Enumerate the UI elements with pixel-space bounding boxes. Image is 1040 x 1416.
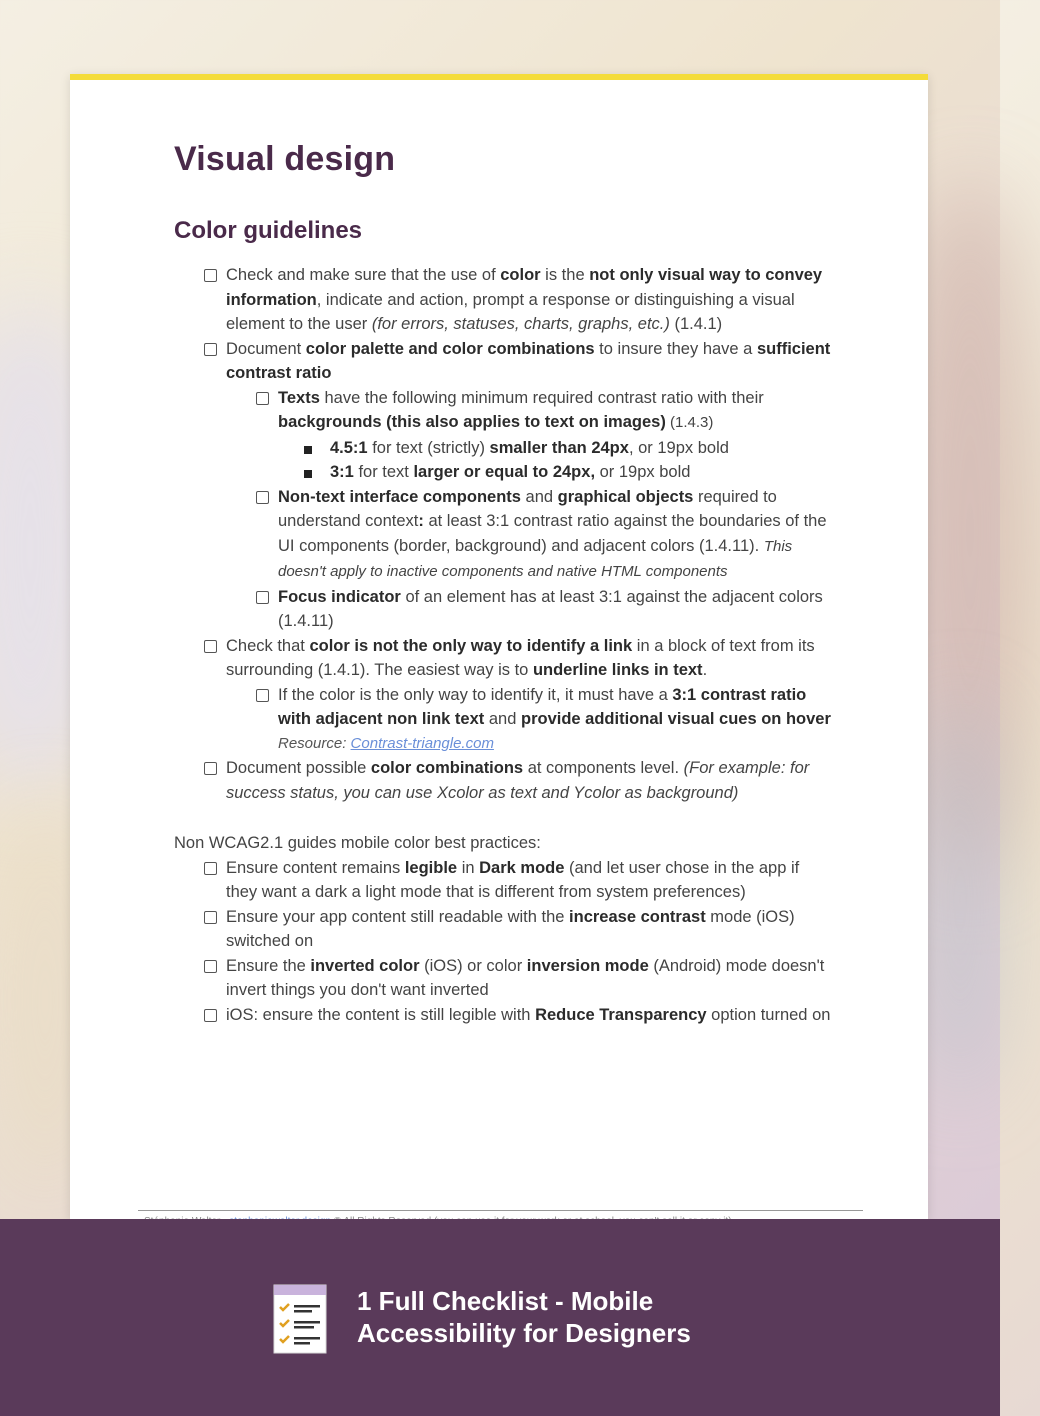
resource-note: Resource: Contrast-triangle.com	[278, 734, 494, 752]
list-item: iOS: ensure the content is still legible with Reduce Transparency option turned on	[204, 1003, 834, 1028]
checklist-icon	[272, 1281, 328, 1355]
list-item: Ensure the inverted color (iOS) or color inversion mode (Android) mode doesn't invert things you don't want inverted	[204, 954, 834, 1003]
list-item: Ensure your app content still readable with the increase contrast mode (iOS) switched on	[204, 905, 834, 954]
checkbox[interactable]	[204, 269, 217, 282]
bottom-banner	[0, 1219, 1000, 1416]
checkbox[interactable]	[204, 960, 217, 973]
list-item: Check that color is not the only way to identify a link in a block of text from its surrounding (1.4.1). The easiest way is to underline links in text.	[204, 634, 834, 683]
checkbox[interactable]	[204, 762, 217, 775]
list-item: Check and make sure that the use of color is the not only visual way to convey information, indicate and action, prompt a response or distinguishing a visual element to the user (for errors, statuses, charts, graphs, etc.) (1.4.1)	[204, 263, 834, 337]
list-item: Document color palette and color combinations to insure they have a sufficient contrast ratio	[204, 337, 834, 386]
list-item: Focus indicator of an element has at least 3:1 against the adjacent colors (1.4.11)	[256, 585, 834, 634]
list-item: If the color is the only way to identify it, it must have a 3:1 contrast ratio with adjacent non link text and provide additional visual cues on hover Resource: Contrast-triangle.com	[256, 683, 834, 757]
list-item: 4.5:1 for text (strictly) smaller than 24px, or 19px bold	[304, 436, 834, 461]
square-bullet-icon	[304, 446, 312, 454]
banner-title: 1 Full Checklist - Mobile Accessibility for Designers	[357, 1286, 691, 1348]
checkbox[interactable]	[204, 911, 217, 924]
resource-link[interactable]: Contrast-triangle.com	[350, 734, 494, 752]
paragraph: Non WCAG2.1 guides mobile color best practices:	[174, 834, 541, 852]
list-item: 3:1 for text larger or equal to 24px, or 19px bold	[304, 460, 834, 485]
section-title: Color guidelines	[174, 217, 363, 244]
page-title: Visual design	[174, 140, 396, 178]
checkbox[interactable]	[256, 392, 269, 405]
checkbox[interactable]	[256, 491, 269, 504]
list-item: Non-text interface components and graphical objects required to understand context: at least 3:1 contrast ratio against the boundaries of the UI components (border, background) and adjacent colors (1.4.11). This doesn't apply to inactive components and native HTML components	[256, 485, 834, 585]
checkbox[interactable]	[204, 640, 217, 653]
document-page	[70, 74, 928, 1219]
checklist	[174, 856, 834, 1028]
list-item: Ensure content remains legible in Dark mode (and let user chose in the app if they want a dark a light mode that is different from system preferences)	[204, 856, 834, 905]
list-item: Document possible color combinations at components level. (For example: for success status, you can use Xcolor as text and Ycolor as background)	[204, 756, 834, 805]
checkbox[interactable]	[204, 862, 217, 875]
list-item: Texts have the following minimum required contrast ratio with their backgrounds (this also applies to text on images) (1.4.3)	[256, 386, 834, 436]
checkbox[interactable]	[204, 343, 217, 356]
checkbox[interactable]	[256, 591, 269, 604]
footer-divider	[138, 1210, 863, 1211]
square-bullet-icon	[304, 470, 312, 478]
background-blur	[920, 700, 1000, 1100]
checkbox[interactable]	[204, 1009, 217, 1022]
document-content	[174, 140, 834, 1027]
checklist	[174, 263, 834, 805]
checkbox[interactable]	[256, 689, 269, 702]
